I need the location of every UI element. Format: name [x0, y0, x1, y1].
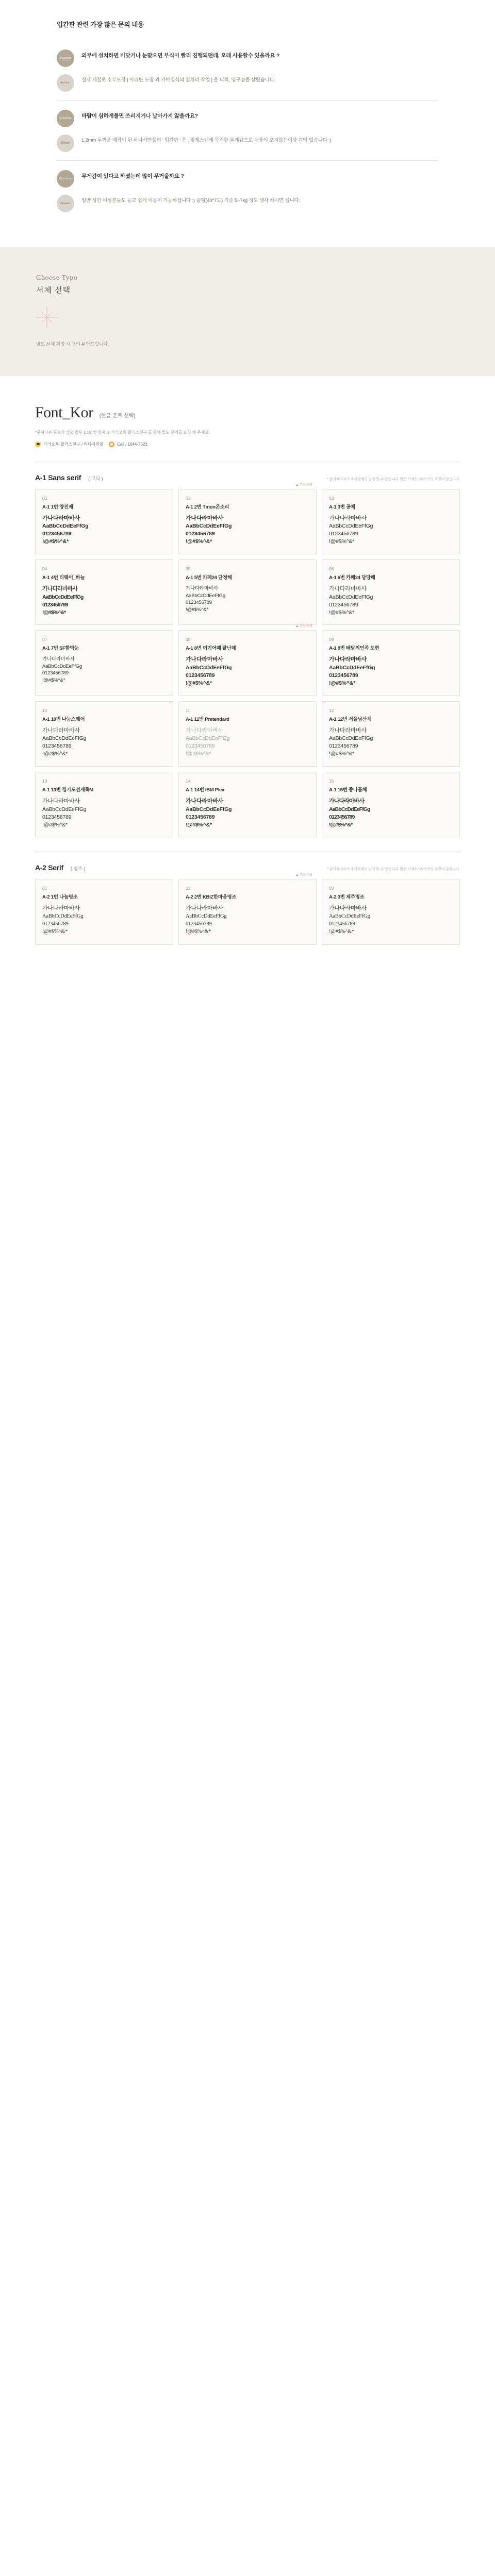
font-sample-numerals: 0123456789	[329, 814, 355, 820]
starburst-icon	[36, 307, 58, 328]
font-card-name: A-1 12번 서울남산체	[329, 716, 372, 722]
page-subtitle: (한글 폰트 선택)	[99, 413, 136, 419]
font-sample	[329, 656, 453, 687]
font-card-name: A-1 5번 카페24 단정해	[186, 575, 232, 581]
font-sample	[329, 585, 453, 616]
font-sample	[186, 905, 309, 936]
font-category	[0, 852, 495, 944]
font-sample-numerals: 0123456789	[42, 921, 69, 927]
font-sample-numerals: 0123456789	[186, 672, 215, 679]
font-sample-korean: 가나다라마바사	[329, 656, 367, 663]
font-sample	[42, 905, 166, 936]
kakao-icon	[35, 442, 41, 447]
font-sample-numerals: 0123456789	[42, 670, 69, 676]
font-card-number: 10	[42, 707, 47, 713]
faq-title: 입간판 관련 가장 많은 문의 내용	[57, 21, 144, 28]
font-sample-numerals: 0123456789	[42, 743, 72, 750]
font-sample-korean: 가나다라마바사	[329, 727, 367, 734]
font-card-number: 02	[186, 886, 191, 891]
font-card-number: 03	[329, 886, 334, 891]
font-category-note: * 굵기체따따의 추가굴체인 발생 있 수 있습니다. 밝은 서체는 UV코인팅 추천되 않습니다.	[327, 477, 460, 481]
recommended-badge: ▲ 추천서체	[295, 483, 312, 487]
font-card-name: A-2 3번 제주명조	[329, 894, 365, 901]
font-card-number: 11	[186, 707, 190, 713]
font-sample	[42, 798, 166, 828]
font-sample-latin: AaBbCcDdEeFfGg	[186, 913, 227, 920]
font-card-name: A-1 7번 SF함박눈	[42, 646, 79, 652]
font-sample-latin: AaBbCcDdEeFfGg	[329, 665, 375, 671]
font-sample-latin: AaBbCcDdEeFfGg	[42, 735, 87, 742]
font-card-number: 08	[186, 637, 191, 642]
font-sample-latin: AaBbCcDdEeFfGg	[186, 806, 232, 812]
font-sample-numerals: 0123456789	[329, 531, 358, 537]
font-card-number: 02	[186, 495, 191, 501]
font-sample	[42, 585, 166, 616]
font-kor-header	[0, 376, 495, 447]
font-card-number: 09	[329, 637, 334, 642]
font-sample-symbols: !@#$%^&*	[329, 821, 353, 828]
font-sample-korean: 가나다라마바사	[42, 798, 80, 805]
faq-question-row	[57, 110, 438, 127]
font-sample-latin: AaBbCcDdEeFfGg	[42, 523, 89, 530]
font-sample-latin: AaBbCcDdEeFfGg	[186, 523, 232, 530]
font-sample-latin: AaBbCcDdEeFfGg	[42, 663, 82, 669]
font-sample	[186, 515, 309, 546]
font-sample-korean: 가나다라마바사	[42, 586, 78, 592]
font-sample	[329, 727, 453, 758]
font-sample-symbols: !@#$%^&*	[329, 751, 355, 757]
faq-item[interactable]	[57, 100, 438, 160]
font-card-grid	[35, 873, 460, 944]
faq-answer-text: 일반 성인 여성분들도 들고 쉽게 이동이 가능하십니다 :) 중형(40*7도) 기준 5~7kg 정도 생각 하시면 됩니다.	[81, 198, 300, 204]
font-sample-symbols: !@#$%^&*	[42, 677, 65, 683]
question-badge: Question	[57, 49, 74, 67]
font-card-number: 07	[42, 637, 47, 642]
font-category-list	[0, 462, 495, 945]
font-card-number: 14	[186, 778, 191, 784]
phone-icon	[109, 442, 114, 447]
font-sample	[329, 905, 453, 936]
font-sample-korean: 가나다라마바사	[42, 515, 80, 521]
font-category	[0, 462, 495, 838]
font-sample-symbols: !@#$%^&*	[329, 538, 355, 545]
faq-answer-text: 철제 재질로 소부도장 [ 아레탄 도장 과 가마열식의 열처리 작업 ] 을 디쳐, 영구성을 살렸습니다.	[81, 77, 276, 83]
font-category-kor-name: ( 고딕 )	[88, 476, 103, 481]
font-category-note: * 굵기체따따의 추가굴체인 발생 있 수 있습니다. 밝은 서체는 UV코인팅 추천되 않습니다.	[327, 868, 460, 872]
answer-badge: Answer	[57, 74, 74, 92]
font-sample-korean: 가나다라마바사	[186, 656, 223, 663]
font-sample-latin: AaBbCcDdEeFfGg	[42, 806, 87, 812]
font-sample-symbols: !@#$%^&*	[186, 606, 209, 613]
font-card[interactable]	[35, 772, 173, 837]
font-card[interactable]	[322, 772, 460, 837]
font-sample-symbols: !@#$%^&*	[186, 538, 212, 545]
faq-answer-row	[57, 134, 438, 152]
faq-question-row	[57, 170, 438, 188]
font-sample-latin: AaBbCcDdEeFfGg	[329, 594, 373, 600]
font-card-name: A-1 9번 배달의민족 도현	[329, 646, 380, 652]
font-card-name: A-2 1번 나눔명조	[42, 894, 78, 901]
faq-question-text: 바람이 심하게불면 쓰러지거나 날아가지 않을까요?	[81, 113, 198, 119]
font-card[interactable]	[35, 489, 173, 554]
font-card-number: 01	[42, 495, 47, 501]
font-sample-symbols: !@#$%^&*	[329, 928, 355, 935]
font-sample-korean: 가나다라마바사	[186, 798, 223, 805]
font-sample-korean: 가나다라마바사	[329, 798, 365, 805]
font-sample-symbols: !@#$%^&*	[42, 928, 68, 935]
font-card-grid	[35, 483, 460, 838]
faq-list	[57, 40, 438, 221]
font-card-number: 15	[329, 778, 334, 784]
font-sample-latin: AaBbCcDdEeFfGg	[186, 592, 225, 599]
font-sample-numerals: 0123456789	[186, 921, 212, 927]
font-card[interactable]	[178, 624, 317, 696]
font-card[interactable]	[322, 489, 460, 554]
font-card-name: A-2 2번 KBIZ한마음명조	[186, 894, 237, 901]
call-link[interactable]	[109, 442, 147, 447]
font-card[interactable]	[178, 873, 317, 944]
kakao-label: 카카오톡 플러스친구 / 하나사만몰	[43, 442, 104, 447]
font-sample-latin: AaBbCcDdEeFfGg	[42, 594, 84, 600]
font-card-name: A-1 10번 나눔스퀘어	[42, 716, 85, 722]
font-category-header	[35, 462, 460, 489]
font-card[interactable]	[178, 772, 317, 837]
font-sample-symbols: !@#$%^&*	[42, 538, 69, 545]
font-sample-symbols: !@#$%^&*	[186, 751, 211, 757]
page-description: *문자나는 폰트가 앞을 경우 1:1번쩜 휴폐 or 카카오톡 플러스친구 를 통해 별도 문의를 요청 해 주세요.	[35, 430, 210, 435]
font-category-name: A-2 Serif	[35, 863, 63, 872]
faq-question-row	[57, 49, 438, 67]
font-card-number: 13	[42, 778, 47, 784]
typo-banner-kor-title: 서체 선택	[36, 286, 71, 295]
faq-answer-row	[57, 195, 438, 212]
font-card[interactable]	[178, 701, 317, 767]
font-card[interactable]	[35, 630, 173, 696]
font-sample-latin: AaBbCcDdEeFfGg	[186, 665, 232, 671]
font-card[interactable]	[322, 879, 460, 944]
faq-item[interactable]	[57, 160, 438, 221]
font-sample-symbols: !@#$%^&*	[329, 680, 355, 686]
font-card-number: 06	[329, 566, 334, 572]
recommended-badge: ▲ 추천서체	[295, 624, 312, 629]
font-sample-numerals: 0123456789	[186, 814, 215, 820]
font-sample-latin: AaBbCcDdEeFfGg	[329, 735, 373, 742]
question-badge: Question	[57, 170, 74, 188]
font-sample	[186, 656, 309, 687]
font-sample-symbols: !@#$%^&*	[42, 609, 66, 616]
font-card[interactable]	[322, 630, 460, 696]
font-category-name: A-1 Sans serif	[35, 473, 81, 482]
font-sample-numerals: 0123456789	[42, 814, 72, 820]
font-sample-korean: 가나다라마바사	[186, 905, 223, 912]
font-sample-latin: AaBbCcDdEeFfGg	[329, 913, 370, 920]
font-sample	[42, 515, 166, 546]
font-sample-korean: 가나다라마바사	[42, 905, 80, 912]
font-sample-numerals: 0123456789	[186, 743, 215, 750]
typo-banner-note: 별도 서체 희망 시 문의 부탁드립니다.	[36, 342, 109, 347]
page-title: Font_Kor	[35, 404, 93, 421]
font-category-header	[35, 852, 460, 879]
faq-question-text: 무게감이 있다고 하셨는데 많이 무거울까요 ?	[81, 173, 184, 179]
font-sample-korean: 가나다라마바사	[329, 586, 367, 592]
font-category-kor-name: ( 명조 )	[70, 866, 86, 872]
font-card-number: 03	[329, 495, 334, 501]
font-sample-latin: AaBbCcDdEeFfGg	[329, 523, 373, 530]
font-sample	[186, 585, 309, 613]
font-card-number: 12	[329, 707, 334, 713]
font-card[interactable]	[35, 560, 173, 625]
font-sample-numerals: 0123456789	[329, 672, 358, 679]
font-card-number: 05	[186, 566, 191, 572]
font-sample-symbols: !@#$%^&*	[329, 609, 355, 616]
font-sample-numerals: 0123456789	[186, 531, 215, 537]
question-badge: Question	[57, 110, 74, 127]
font-card[interactable]	[322, 701, 460, 767]
font-sample-latin: AaBbCcDdEeFfGg	[329, 806, 370, 812]
font-sample-korean: 가나다라마바사	[186, 586, 218, 592]
font-sample	[329, 515, 453, 546]
typo-banner	[0, 247, 495, 376]
font-card[interactable]	[178, 560, 317, 625]
contact-row	[35, 442, 460, 447]
faq-question-text: 외부에 설치하면 비닷거나 눈맞으면 부식이 빨리 진행되던데, 오래 사용할수 있을까요 ?	[81, 53, 280, 59]
font-card-name: A-1 11번 Pretendard	[186, 716, 229, 722]
font-card-number: 01	[42, 886, 47, 891]
font-sample-symbols: !@#$%^&*	[186, 928, 211, 935]
answer-badge: Answer	[57, 195, 74, 212]
recommended-badge: ▲ 추천서체	[295, 873, 312, 877]
font-card-name: A-1 3번 공체	[329, 504, 355, 510]
font-card-name: A-1 15번 중나훌체	[329, 787, 367, 793]
font-card[interactable]	[178, 483, 317, 554]
font-card[interactable]	[322, 560, 460, 625]
font-sample-numerals: 0123456789	[329, 743, 358, 750]
font-sample-symbols: !@#$%^&*	[186, 680, 212, 686]
font-sample-korean: 가나다라마바사	[329, 905, 367, 912]
typo-banner-eng-title: Choose Typo	[36, 274, 78, 282]
font-card[interactable]	[35, 879, 173, 944]
faq-answer-row	[57, 74, 438, 92]
font-sample-latin: AaBbCcDdEeFfGg	[186, 735, 230, 742]
font-card[interactable]	[35, 701, 173, 767]
font-card-name: A-1 14번 IBM Plex	[186, 787, 225, 793]
font-sample-symbols: !@#$%^&*	[186, 821, 212, 828]
font-sample-korean: 가나다라마바사	[42, 656, 75, 663]
font-sample-numerals: 0123456789	[186, 600, 212, 606]
font-sample	[186, 798, 309, 828]
font-card-name: A-1 1번 양진제	[42, 504, 73, 510]
kakao-channel-link[interactable]	[35, 442, 104, 447]
font-sample-korean: 가나다라마바사	[42, 727, 80, 734]
font-card-name: A-1 6번 카페24 당당해	[329, 575, 375, 581]
font-sample	[329, 798, 453, 828]
font-sample-numerals: 0123456789	[42, 601, 68, 608]
font-card-name: A-1 2번 Tmon온소리	[186, 504, 229, 510]
answer-badge: Answer	[57, 134, 74, 152]
font-card-number: 04	[42, 566, 47, 572]
font-sample-numerals: 0123456789	[42, 531, 72, 537]
call-label: Call / 1644-7523	[117, 442, 147, 447]
faq-answer-text: 1.2mm 두꺼운 제작이 된 하나사만몰의 ' 입간판 ' 은 , 철제스탠에 묵직한 무게감으로 태풍이 오지않는이상 끄떡 없습니다 :)	[81, 138, 332, 143]
font-sample	[42, 727, 166, 758]
font-sample-korean: 가나다라마바사	[186, 515, 223, 521]
font-sample	[42, 656, 166, 684]
font-card-name: A-1 8번 여기어때 잘난체	[186, 646, 236, 652]
font-sample	[186, 727, 309, 758]
faq-item[interactable]	[57, 40, 438, 100]
font-sample-symbols: !@#$%^&*	[42, 821, 68, 828]
faq-section	[0, 0, 495, 236]
font-sample-korean: 가나다라마바사	[329, 515, 367, 521]
font-sample-latin: AaBbCcDdEeFfGg	[42, 913, 84, 920]
font-sample-numerals: 0123456789	[329, 921, 355, 927]
font-card-name: A-1 4번 티웨이_하늘	[42, 575, 85, 581]
font-card-name: A-1 13번 경기도선재목M	[42, 787, 93, 793]
font-sample-numerals: 0123456789	[329, 601, 358, 608]
font-sample-symbols: !@#$%^&*	[42, 751, 68, 757]
font-sample-korean: 가나다라마바사	[186, 727, 223, 734]
